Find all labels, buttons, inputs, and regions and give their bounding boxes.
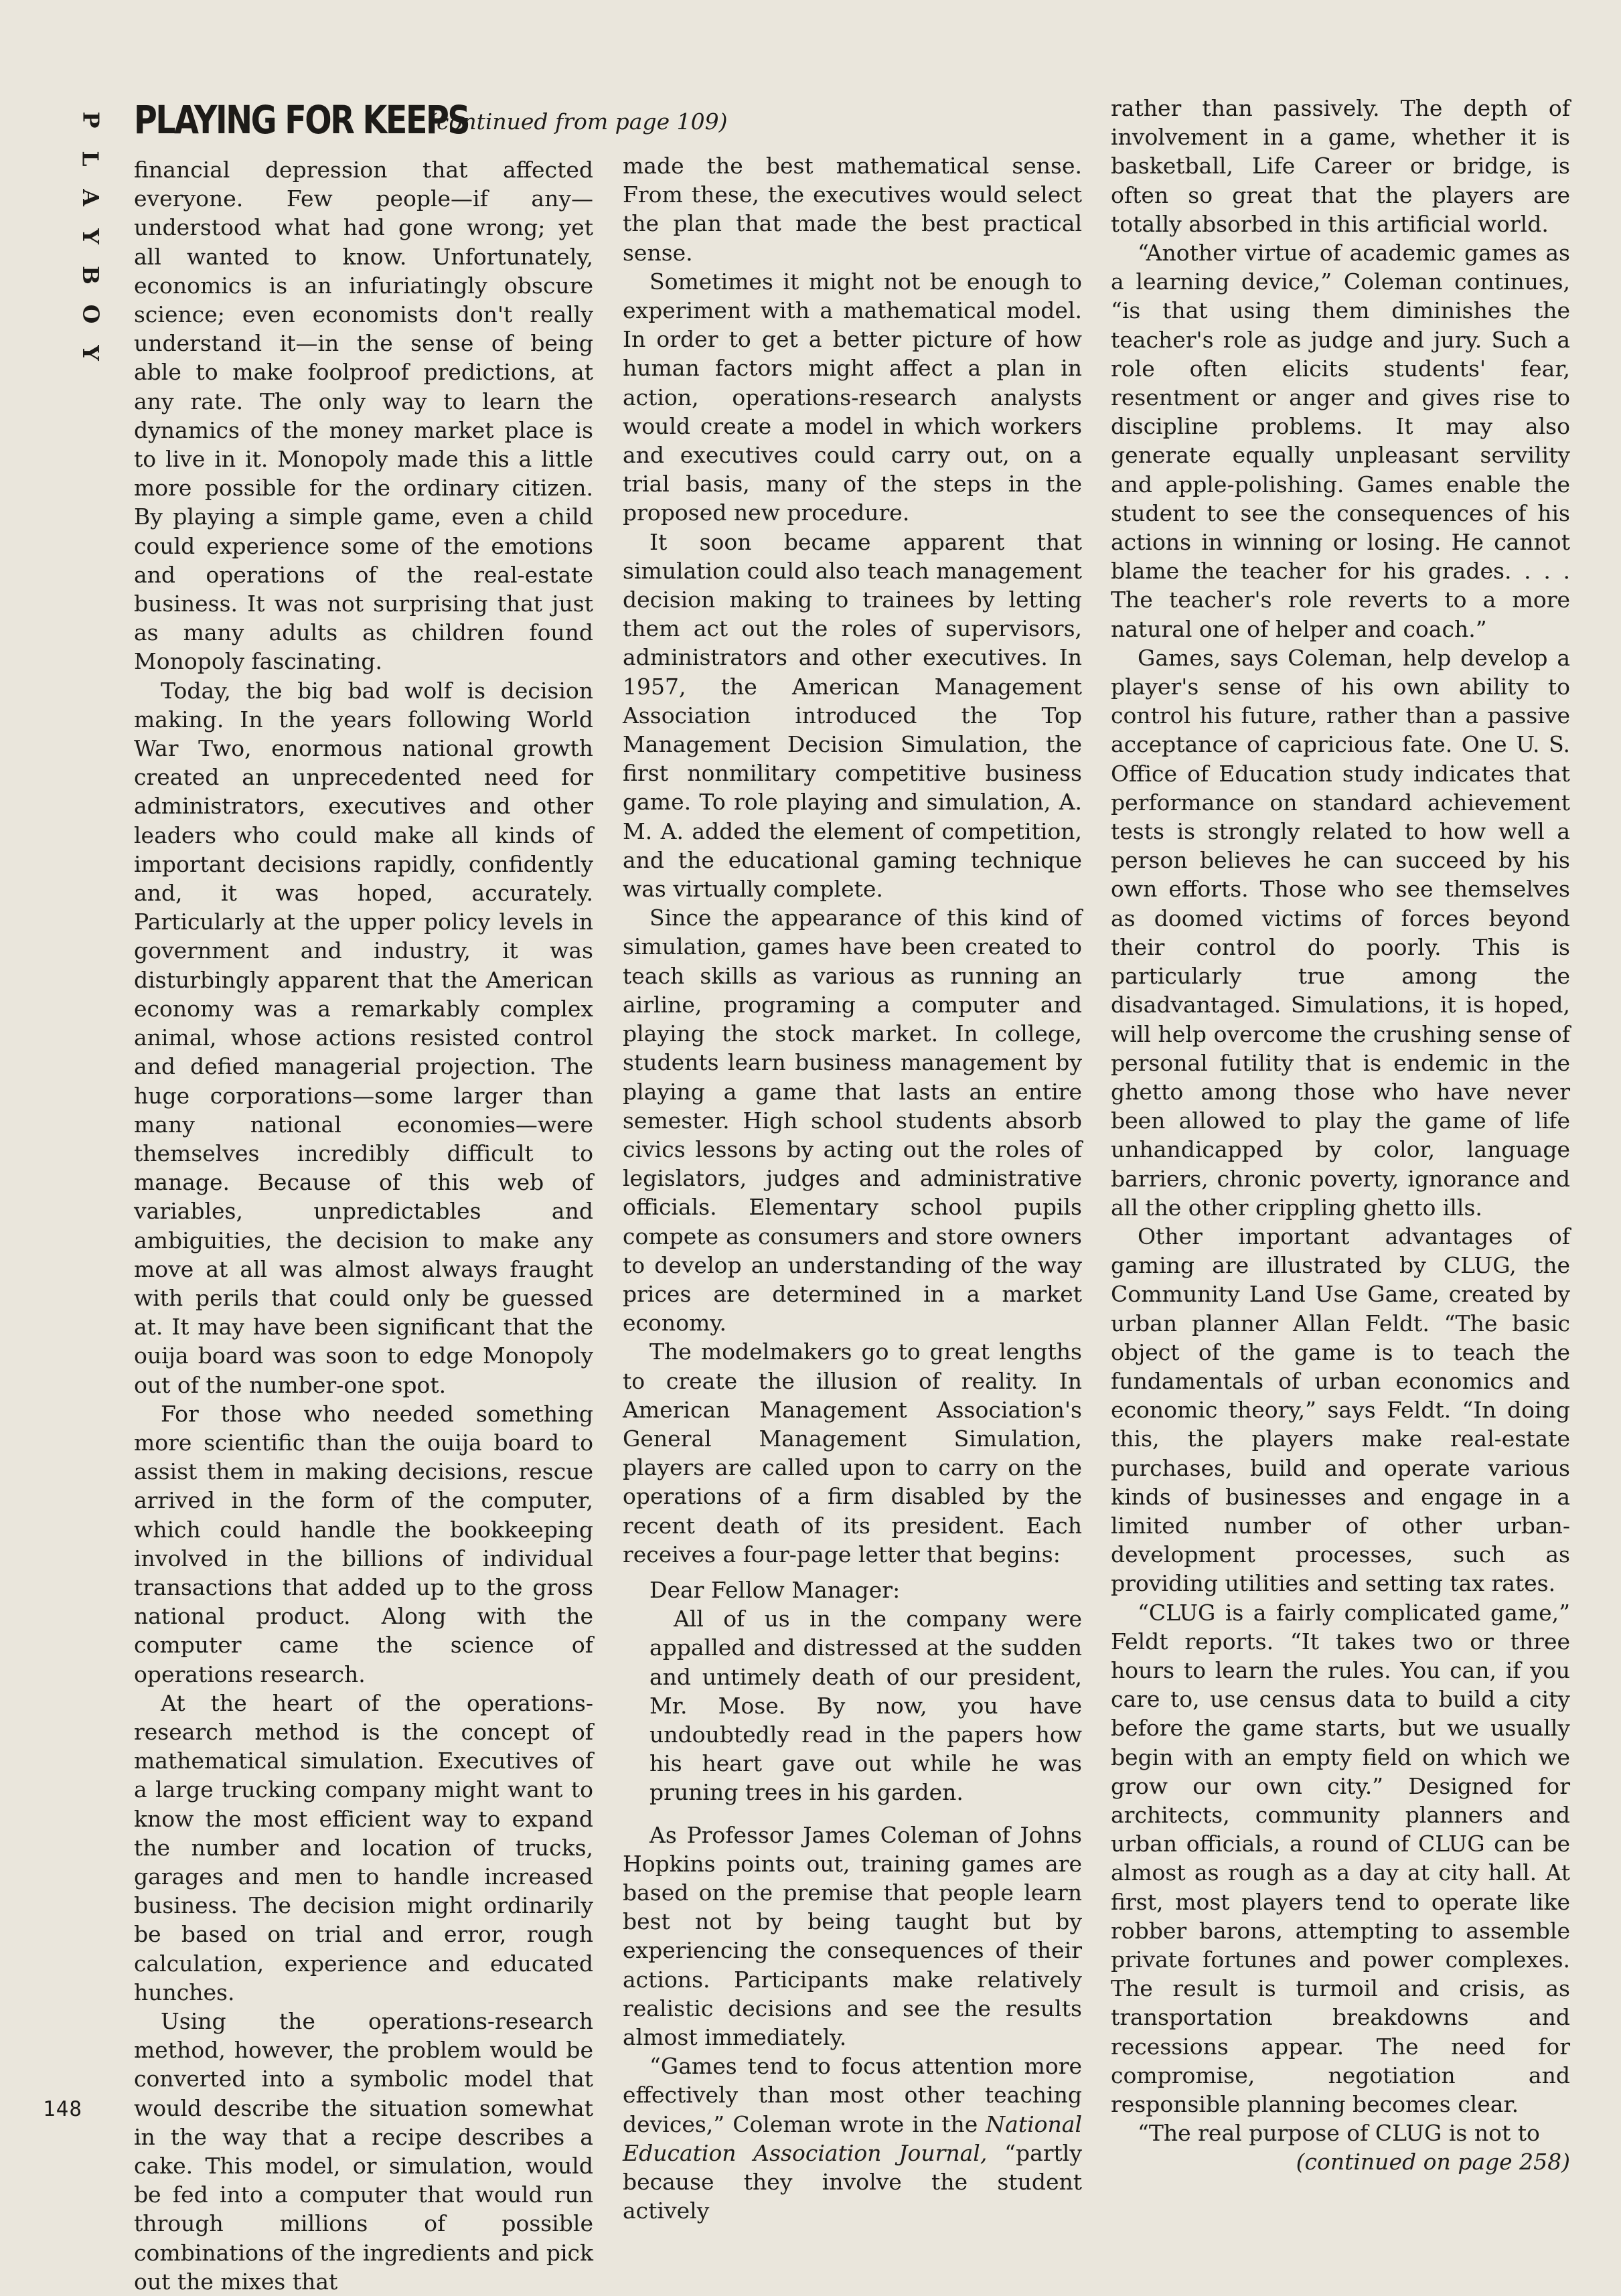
column-2 [623, 151, 1082, 2225]
paragraph: Other important advantages of gaming are illustrated by CLUG, the Community Land Use Game, created by urban planner Allan Feldt. “The basic object of the game is to teach the fundamentals of urban economics and economic theory,” says Feldt. “In doing this, the players make real-estate purchases, build and operate various kinds of businesses and engage in a limited number of other urban-development processes, such as providing utilities and setting tax rates. [1111, 1223, 1570, 1597]
magazine-sidebar-logo [76, 100, 104, 372]
paragraph: rather than passively. The depth of involvement in a game, whether it is basketball, Life Career or bridge, is often so great that the players are totally absorbed in this artificial world. [1111, 95, 1570, 237]
paragraph: Sometimes it might not be enough to experiment with a mathematical model. In order to get a better picture of how human factors might affect a plan in action, operations-research analysts would create a model in which workers and executives could carry out, on a trial basis, many of the steps in the proposed new procedure. [623, 268, 1082, 526]
paragraph: At the heart of the operations-research method is the concept of mathematical simulation. Executives of a large trucking company might want to know the most efficient way to expand the number and location of trucks, garages and men to handle increased business. The decision might ordinarily be based on trial and error, rough calculation, experience and educated hunches. [134, 1689, 593, 2005]
continued-on-note: (continued on page 258) [1296, 2149, 1570, 2175]
journal-title: National Education Association Journal, [623, 2111, 1082, 2166]
letter-salutation: Dear Fellow Manager: [649, 1576, 901, 1603]
paragraph: As Professor James Coleman of Johns Hopkins points out, training games are based on the premise that people learn best not by being taught but by experiencing the consequences of their actions. Participants make relatively realistic decisions and see the results almost immediately. [623, 1821, 1082, 2050]
sidebar-letter: P [77, 111, 104, 129]
continued-from-note: (continued from page 109) [428, 108, 728, 135]
paragraph [623, 2052, 1082, 2225]
paragraph: “CLUG is a fairly complicated game,” Feldt reports. “It takes two or three hours to learn the rules. You can, if you care to, use census data to build a city before the game starts, but we usually begin with an empty field on which we grow our own city.” Designed for architects, community planners and urban officials, a round of CLUG can be almost as rough as a day at city hall. At first, most players tend to operate like robber barons, attempting to assemble private fortunes and power complexes. The result is turmoil and crisis, as transportation breakdowns and recessions appear. The need for compromise, negotiation and responsible planning becomes clear. [1111, 1599, 1570, 2118]
paragraph: The modelmakers go to great lengths to create the illusion of reality. In American Management Association's General Management Simulation, players are called upon to carry on the operations of a firm disabled by the recent death of its president. Each receives a four-page letter that begins: [623, 1338, 1082, 1567]
sidebar-letter: L [77, 151, 104, 167]
sidebar-letter: Y [78, 228, 104, 244]
sidebar-letter: A [77, 189, 104, 206]
sidebar-letter: O [78, 304, 104, 324]
sidebar-letter: B [78, 266, 104, 285]
column-1 [134, 155, 593, 2296]
page-number: 148 [43, 2097, 82, 2121]
paragraph: For those who needed something more scientific than the ouija board to assist them in making decisions, rescue arrived in the form of the computer, which could handle the bookkeeping involved in the billions of individual transactions that added up to the gross national product. Along with the computer came the science of operations research. [134, 1400, 593, 1687]
paragraph: Since the appearance of this kind of simulation, games have been created to teach skills as various as running an airline, programing a computer and playing the stock market. In college, students learn business management by playing a game that lasts an entire semester. High school students absorb civics lessons by acting out the roles of legislators, judges and administrative officials. Elementary school pupils compete as consumers and store owners to develop an understanding of the way prices are determined in a market economy. [623, 905, 1082, 1336]
article-title: PLAYING FOR KEEPS [134, 97, 469, 143]
paragraph: Today, the big bad wolf is decision making. In the years following World War Two, enormous national growth created an unprecedented need for administrators, executives and other leaders who could make all kinds of important decisions rapidly, confidently and, it was hoped, accurately. Particularly at the upper policy levels in government and industry, it was disturbingly apparent that the American economy was a remarkably complex animal, whose actions resisted control and defied managerial projection. The huge corporations—some larger than many national economies—were themselves incredibly difficult to manage. Because of this web of variables, unpredictables and ambiguities, the decision to make any move at all was almost always fraught with perils that could only be guessed at. It may have been significant that the ouija board was soon to edge Monopoly out of the number-one spot. [134, 677, 593, 1398]
letter-quote [649, 1576, 1082, 1807]
text-run: “partly because they involve the student actively [623, 2139, 1082, 2224]
paragraph: made the best mathematical sense. From these, the executives would select the plan that made the best practical sense. [623, 153, 1082, 266]
paragraph: “The real purpose of CLUG is not to [1138, 2120, 1540, 2147]
paragraph: “Another virtue of academic games as a learning device,” Coleman continues, “is that using them diminishes the teacher's role as judge and jury. Such a role often elicits students' fear, resentment or anger and gives rise to discipline problems. It may also generate equally unpleasant servility and apple-polishing. Games enable the student to see the consequences of his actions in winning or losing. He cannot blame the teacher for his grades. . . . The teacher's role reverts to a more natural one of helper and coach.” [1111, 240, 1570, 642]
paragraph: It soon became apparent that simulation could also teach management decision making to trainees by letting them act out the roles of supervisors, administrators and other executives. In 1957, the American Management Association introduced the Top Management Decision Simulation, the first nonmilitary competitive business game. To role playing and simulation, A. M. A. added the element of competition, and the educational gaming technique was virtually complete. [623, 528, 1082, 903]
text-run: “Games tend to focus attention more effectively than most other teaching devices,” Coleman wrote in the [623, 2053, 1082, 2137]
column-3 [1111, 94, 1570, 2177]
letter-body: All of us in the company were appalled and distressed at the sudden and untimely death of our president, Mr. Mose. By now, you have undoubtedly read in the papers how his heart gave out while he was pruning trees in his garden. [649, 1606, 1082, 1806]
paragraph: Using the operations-research method, however, the problem would be converted into a symbolic model that would describe the situation somewhat in the way that a recipe describes a cake. This model, or simulation, would be fed into a computer that would run through millions of possible combinations of the ingredients and pick out the mixes that [134, 2008, 593, 2295]
paragraph: financial depression that affected everyone. Few people—if any—understood what had gone wrong; yet all wanted to know. Unfortunately, economics is an infuriatingly obscure science; even economists don't really understand it—in the sense of being able to make foolproof predictions, at any rate. The only way to learn the dynamics of the money market place is to live in it. Monopoly made this a little more possible for the ordinary citizen. By playing a simple game, even a child could experience some of the emotions and operations of the real-estate business. It was not surprising that just as many adults as children found Monopoly fascinating. [134, 157, 593, 675]
paragraph: Games, says Coleman, help develop a player's sense of his own ability to control his future, rather than a passive acceptance of capricious fate. One U. S. Office of Education study indicates that performance on standard achievement tests is strongly related to how well a person believes he can succeed by his own efforts. Those who see themselves as doomed victims of forces beyond their control do poorly. This is particularly true among the disadvantaged. Simulations, it is hoped, will help overcome the crushing sense of personal futility that is endemic in the ghetto among those who have never been allowed to play the game of life unhandicapped by color, language barriers, chronic poverty, ignorance and all the other crippling ghetto ills. [1111, 644, 1570, 1221]
sidebar-letter: Y [78, 345, 104, 361]
article-header [134, 97, 727, 143]
